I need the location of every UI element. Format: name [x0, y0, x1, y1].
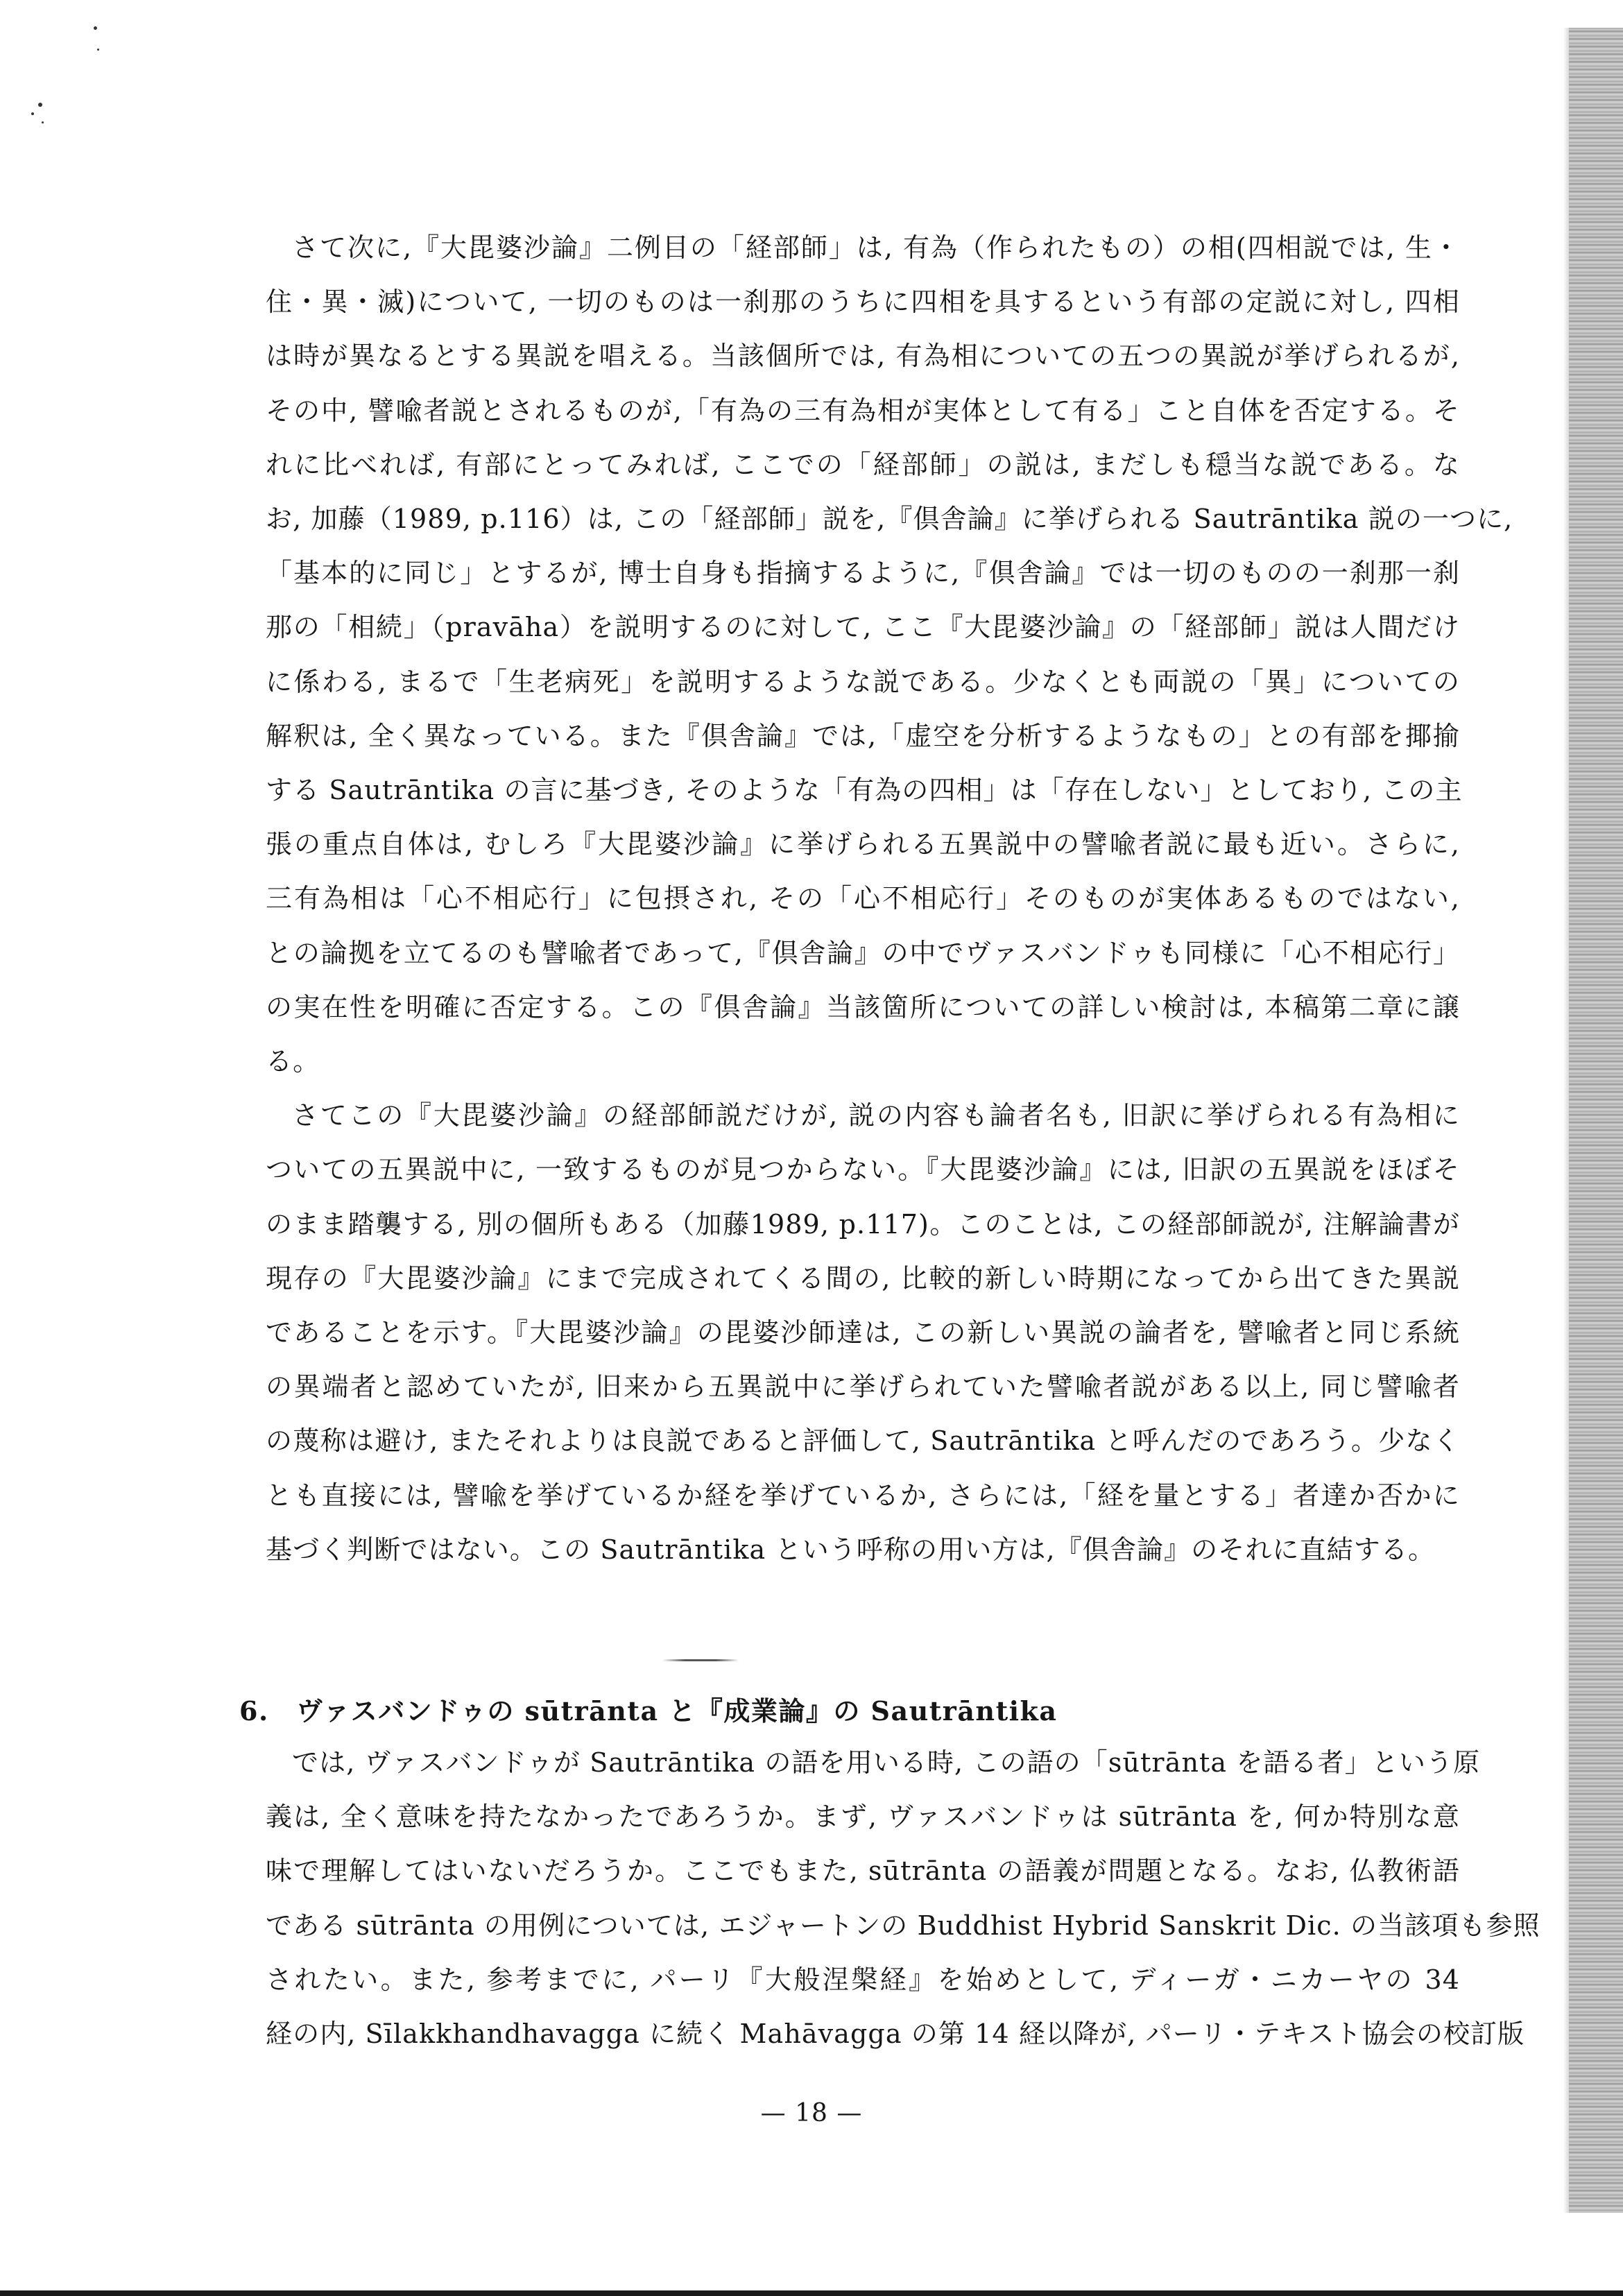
text-line: さて次に,『大毘婆沙論』二例目の「経部師」は, 有為（作られたもの）の相(四相説では, 生・	[292, 232, 1460, 263]
text-line: ついての五異説中に, 一致するものが見つからない。『大毘婆沙論』には, 旧訳の五異説をほぼそ	[266, 1154, 1460, 1185]
text-line: 基づく判断ではない。この Sautrāntika という呼称の用い方は,『倶舎論』のそれに直結する。	[266, 1534, 1436, 1565]
text-line: 経の内, Sīlakkhandhavagga に続く Mahāvagga の第 14 経以降が, パーリ・テキスト協会の校訂版	[266, 2019, 1525, 2050]
text-line: の実在性を明確に否定する。この『倶舎論』当該箇所についての詳しい検討は, 本稿第二章に譲	[266, 991, 1460, 1022]
text-line: 義は, 全く意味を持たなかったであろうか。まず, ヴァスバンドゥは sūtrānta を, 何か特別な意	[266, 1801, 1460, 1833]
text-line: の蔑称は避け, またそれよりは良説であると評価して, Sautrāntika と呼んだのであろう。少なく	[266, 1425, 1460, 1457]
text-line: れに比べれば, 有部にとってみれば, ここでの「経部師」の説は, まだしも穏当な説である。な	[266, 449, 1460, 480]
text-line: 住・異・滅)について, 一切のものは一刹那のうちに四相を具するという有部の定説に対し, 四相	[266, 286, 1460, 318]
paragraph-2	[239, 1088, 1460, 1577]
body-text-section-1	[239, 221, 1513, 1577]
text-line: されたい。また, 参考までに, パーリ『大般涅槃経』を始めとして, ディーガ・ニカーヤの 34	[266, 1964, 1460, 1995]
scan-bottom-border	[0, 2290, 1623, 2296]
text-line: 現存の『大毘婆沙論』にまで完成されてくる間の, 比較的新しい時期になってから出てきた異説	[266, 1262, 1460, 1294]
scan-speck	[97, 49, 99, 51]
text-line: 味で理解してはいないだろうか。ここでもまた, sūtrānta の語義が問題となる。なお, 仏教術語	[266, 1856, 1460, 1887]
scan-speck	[31, 112, 34, 115]
scan-speck	[94, 26, 97, 30]
decorative-dash	[662, 1659, 739, 1661]
text-line: は時が異なるとする異説を唱える。当該個所では, 有為相についての五つの異説が挙げられるが,	[266, 341, 1460, 372]
text-line: さてこの『大毘婆沙論』の経部師説だけが, 説の内容も論者名も, 旧訳に挙げられる有為相に	[292, 1100, 1460, 1131]
text-line: する Sautrāntika の言に基づき, そのような「有為の四相」は「存在しない」としており, この主	[266, 775, 1463, 806]
text-line: であることを示す。『大毘婆沙論』の毘婆沙師達は, この新しい異説の論者を, 譬喩者と同じ系統	[266, 1317, 1460, 1348]
text-line: 那の「相続」（pravāha）を説明するのに対して, ここ『大毘婆沙論』の「経部師」説は人間だけ	[266, 612, 1461, 643]
text-line: 張の重点自体は, むしろ『大毘婆沙論』に挙げられる五異説中の譬喩者説に最も近い。さらに,	[266, 829, 1460, 860]
text-line: その中, 譬喩者説とされるものが,「有為の三有為相が実体として有る」こと自体を否定する。そ	[266, 395, 1460, 426]
text-line: のまま踏襲する, 別の個所もある（加藤1989, p.117)。このことは, この経部師説が, 注解論書が	[266, 1208, 1460, 1240]
text-line: 「基本的に同じ」とするが, 博士自身も指摘するように,『倶舎論』では一切のものの一刹那一刹	[266, 558, 1460, 589]
page-number: — 18 —	[760, 2099, 863, 2127]
text-line: では, ヴァスバンドゥが Sautrāntika の語を用いる時, この語の「sūtrānta を語る者」という原	[292, 1747, 1481, 1778]
section-heading: 6. ヴァスバンドゥの sūtrānta と『成業論』の Sautrāntika	[239, 1695, 1058, 1727]
paragraph-1	[239, 221, 1513, 1088]
text-line: に係わる, まるで「生老病死」を説明するような説である。少なくとも両説の「異」についての	[266, 666, 1460, 697]
text-line: 解釈は, 全く異なっている。また『倶舎論』では,「虚空を分析するようなもの」との有部を揶揄	[266, 720, 1460, 751]
scan-speck	[42, 121, 44, 123]
text-line: 三有為相は「心不相応行」に包摂され, その「心不相応行」そのものが実体あるものではない,	[266, 883, 1460, 914]
text-line: である sūtrānta の用例については, エジャートンの Buddhist Hybrid Sanskrit Dic. の当該項も参照	[266, 1910, 1540, 1941]
scan-shadow-edge	[1569, 28, 1623, 2213]
text-line: お, 加藤（1989, p.116）は, この「経部師」説を,『倶舎論』に挙げられる Sautrāntika 説の一つに,	[266, 504, 1513, 535]
scan-speck	[38, 103, 42, 107]
text-line: る。	[266, 1046, 320, 1077]
scan-shadow-gradient	[1563, 28, 1569, 2213]
text-line: とも直接には, 譬喩を挙げているか経を挙げているか, さらには,「経を量とする」者達か否かに	[266, 1480, 1460, 1511]
body-text-section-2	[239, 1736, 1540, 2061]
paragraph-3	[239, 1736, 1540, 2061]
text-line: との論拠を立てるのも譬喩者であって,『倶舎論』の中でヴァスバンドゥも同様に「心不相応行」	[266, 937, 1460, 968]
text-line: の異端者と認めていたが, 旧来から五異説中に挙げられていた譬喩者説がある以上, 同じ譬喩者	[266, 1371, 1460, 1403]
